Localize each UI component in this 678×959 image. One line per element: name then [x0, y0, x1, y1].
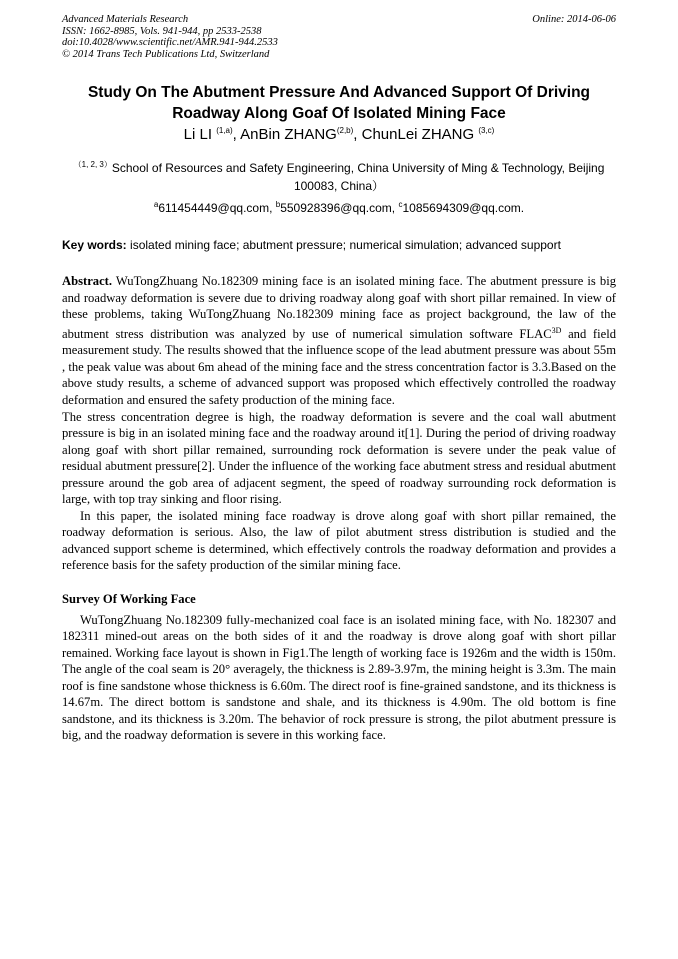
paragraph: WuTongZhuang No.182309 fully-mechanized coal face is an isolated mining face, with No. 182307 and 182311 mined-out areas on the both sides of it and the roadway is drove along goaf with short pillar remained. Working face layout is shown in Fig1.The length of working face is 1926m and the width is 150m. The angle of the coal seam is 20° averagely, the thickness is 2.89-3.97m, the mining height is 3.3m. The main roof is fine sandstone whose thickness is 6.60m. The direct roof is fine-grained sandstone, and its thickness is 14.67m. The direct bottom is sandstone and shale, and its thickness is 4.90m. The old bottom is fine sandstone, and its thickness is 3.20m. The behavior of rock pressure is strong, the pilot abutment pressure is big, and the roadway deformation is severe in this working face.: [62, 612, 616, 743]
email: 1085694309@qq.com.: [402, 201, 525, 215]
abstract-text: WuTongZhuang No.182309 mining face is an isolated mining face. The abutment pressure is big and roadway deformation is severe due to driving roadway along goaf with short pillar remained. In view of these problems, taking WuTongZhuang No.182309 mining face as project background, the law of the abutment stress distribution was analyzed by use of numerical simulation software FLAC: [62, 274, 616, 341]
author: , ChunLei ZHANG: [353, 126, 479, 143]
email-sup: c: [398, 200, 403, 209]
affiliation-text: School of Resources and Safety Engineering, China University of Ming & Technology, Beijing 100083, China）: [111, 161, 605, 193]
abstract-sup: 3D: [551, 325, 562, 335]
keywords-label: Key words:: [62, 238, 127, 252]
email-sup: a: [153, 200, 159, 209]
keywords-text: isolated mining face; abutment pressure; numerical simulation; advanced support: [126, 238, 561, 252]
email: 550928396@qq.com,: [280, 201, 399, 215]
paragraph: In this paper, the isolated mining face roadway is drove along goaf with short pillar remained, the roadway deformation is serious. Also, the law of pilot abutment stress distribution is studied and the advanced support scheme is determined, which effectively controls the roadway deformation and provides a reference basis for the safety production of the similar mining face.: [62, 508, 616, 573]
author: , AnBin ZHANG: [232, 126, 337, 143]
paragraph: The stress concentration degree is high, the roadway deformation is severe and the coal wall abutment pressure is big in an isolated mining face and the roadway around it[1]. During the period of driving roadway along goaf with short pillar remained, surrounding rock deformation is severe under the peak value of residual abutment pressure[2]. Under the influence of the working face abutment stress and residual abutment pressure around the gob area of adjacent segment, the speed of roadway surrounding rock deformation is large, with top tray sinking and floor rising.: [62, 409, 616, 507]
email: 611454449@qq.com,: [158, 201, 276, 215]
email-sup: b: [275, 200, 281, 209]
author: Li LI: [183, 126, 217, 143]
copyright: © 2014 Trans Tech Publications Ltd, Switzerland: [62, 48, 270, 60]
journal-header: [62, 14, 278, 60]
section-heading: Survey Of Working Face: [62, 592, 196, 607]
author-sup: (1,a): [216, 126, 233, 135]
affiliation-sup: （1, 2, 3）: [73, 160, 112, 169]
abstract: [62, 273, 616, 409]
abstract-text: and field measurement study. The results showed that the influence scope of the lead abutment pressure was about 55m , the peak value was about 6m ahead of the mining face and the stress concentration factor is 3.3.Based on the above study results, a scheme of advanced support was proposed which effectively controlled the roadway deformation and ensured the safety production of the mining face.: [62, 326, 616, 408]
emails: [62, 200, 616, 215]
journal-name: Advanced Materials Research: [62, 14, 189, 25]
doi: doi:10.4028/www.scientific.net/AMR.941-944.2533: [62, 37, 278, 48]
paper-title: Study On The Abutment Pressure And Advanced Support Of Driving Roadway Along Goaf Of Isolated Mining Face: [87, 84, 591, 122]
affiliation: [62, 156, 616, 195]
keywords: [62, 238, 622, 252]
author-sup: (2,b): [336, 126, 354, 135]
body-text: [62, 273, 616, 744]
online-date: Online: 2014-06-06: [532, 14, 616, 25]
author-sup: (3,c): [478, 126, 495, 135]
authors: [62, 126, 616, 143]
abstract-label: Abstract.: [62, 274, 113, 288]
issn: ISSN: 1662-8985, Vols. 941-944, pp 2533-2538: [62, 25, 262, 37]
